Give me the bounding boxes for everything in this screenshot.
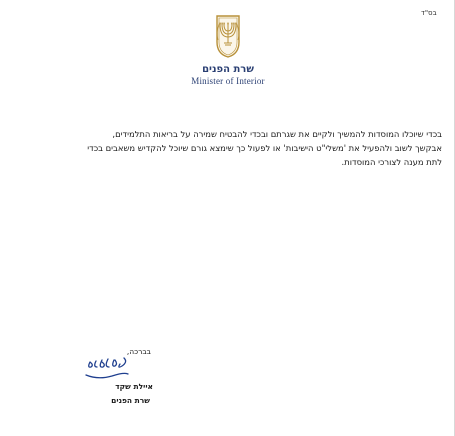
closing-greeting: בברכה, (126, 347, 151, 356)
bsd-header: בס"ד (421, 9, 437, 17)
letter-body (12, 127, 442, 169)
signer-title: שרת הפנים (111, 396, 150, 405)
ministry-title-hebrew: שרת הפנים (202, 64, 254, 75)
menorah-emblem-icon (214, 14, 242, 58)
body-line: לתת מענה לצורכי המוסדות. (341, 157, 442, 167)
body-line: בכדי שיוכלו המוסדות להמשיך ולקיים את שגרתם ובכדי להבטיח שמירה על בריאות התלמידים, (112, 129, 442, 139)
signature-mark (84, 354, 130, 382)
signer-name: איילת שקד (115, 382, 153, 391)
body-line: אבקשך לשוב ולהפעיל את 'משלי"ט הישיבות' או לפעול כך שימצא גורם שיוכל להקדיש משאבים בכדי (87, 143, 442, 153)
ministry-title-english: Minister of Interior (191, 76, 265, 86)
